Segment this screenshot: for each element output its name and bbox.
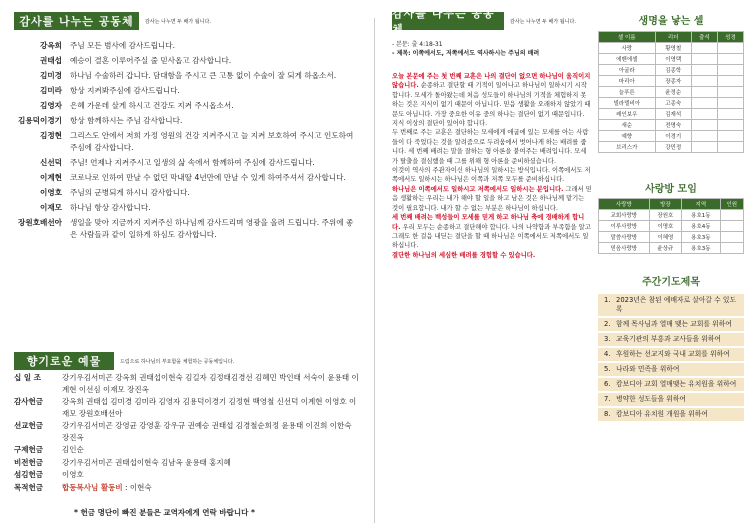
table-cell: 이경기	[655, 131, 691, 142]
thanks-name: 권태섭	[39, 56, 62, 65]
thanks-text: 코로나로 인하여 만날 수 없던 막내딸 4년만에 만날 수 있게 하여주셔서 감사합니다.	[70, 173, 346, 182]
table-header-cell: 리더	[655, 32, 691, 43]
prayer-text: 교육기관의 부흥과 교사들을 위하여	[616, 335, 721, 343]
thanks-row	[14, 100, 359, 112]
table-cell	[691, 43, 717, 54]
thanks-name: 김영자	[39, 101, 62, 110]
thanks-text: 항상 지켜봐주심에 감사드립니다.	[70, 86, 180, 95]
table-header-cell: 셀 이름	[599, 32, 656, 43]
prayer-number: 1.	[604, 296, 611, 304]
thanks-row	[14, 172, 359, 184]
thanks-text: 생일을 맞아 지금까지 지켜주신 하나님께 감사드리며 영광을 올려 드립니다. 주위에 좋은 사람들과 같이 일하게 하심도 감사합니다.	[70, 218, 354, 239]
table-cell: 용호3동	[682, 243, 720, 254]
table-cell	[720, 243, 743, 254]
offering-header-note: 드림으로 하나님의 부요함을 체험하는 공동체입니다.	[120, 359, 235, 365]
sermon-highlight: 세 번째 배려는 백성들이 모세를 믿게 하고 하나님 축에 경배하게 합니다.	[392, 214, 585, 231]
table-row	[599, 120, 744, 131]
table-cell	[717, 131, 743, 142]
table-row	[599, 109, 744, 120]
table-row	[599, 210, 744, 221]
prayer-text: 2023년은 참된 예배자로 살아갈 수 있도록	[616, 296, 737, 313]
thanks-name: 강옥희	[39, 41, 62, 50]
thanks-row	[14, 115, 359, 127]
thanks-text: 그리스도 안에서 저희 가정 영원의 건강 지켜주시고 늘 지켜 보호하여 주시고 인도하여 주심에 감사합니다.	[70, 131, 354, 152]
table-cell: 이명호	[649, 221, 681, 232]
offering-row	[14, 396, 359, 419]
thanks-name: 이계현	[39, 173, 62, 182]
sermon-body	[392, 40, 592, 260]
prayer-item	[598, 408, 744, 421]
thanks-text: 주님! 언제나 지켜주시고 일생의 삶 속에서 함께하여 주심에 감사드립니다.	[70, 158, 315, 167]
offering-label: 섬김헌금	[14, 470, 43, 479]
prayer-text: 병약한 성도들을 위하여	[616, 395, 686, 403]
offering-purpose: 합동목사님 활동비	[62, 482, 123, 492]
table-row	[599, 43, 744, 54]
sermon-highlight: 결단한 하나님의 세심한 배려를 경험할 수 있습니다.	[392, 251, 536, 259]
offering-names: 강기우김서미곤 권태섭이현숙 김남옥 윤용태 홍지혜	[62, 457, 231, 467]
table-header-row	[599, 32, 744, 43]
table-cell: 용호1동	[682, 210, 720, 221]
thanks-header: 감사를 나누는 공동체	[14, 12, 139, 30]
sermon-text: 두 번째로 주는 교훈은 결단하는 모세에게 애굽에 있는 모세를 아는 사람들이 다 죽었다는 것을 알려줌으로 두려움에서 벗어나게 하는 배려를 줍니다. 세 번째 배려는 말을 잘하는 형 아론을 붙여주는 배려입니다. 모세가 탈출을 결심했을 때 그를 위해 형 아론을 준비하셨습니다.	[392, 129, 589, 165]
thanks-text: 항상 함께하시는 주님 감사합니다.	[70, 116, 183, 125]
table-cell: 장종자	[655, 76, 691, 87]
sermon-text: 그래서 믿음 생활하는 우리는 내가 해야 할 일을 하고 남은 것은 하나님께 맡기는 것이 필요합니다. 내가 할 수 없는 부분은 하나님이 하십니다.	[392, 185, 592, 212]
thanks-name: 김정현	[39, 131, 62, 140]
prayer-number: 7.	[604, 395, 611, 403]
table-cell	[720, 232, 743, 243]
table-cell: 말씀사랑방	[599, 232, 650, 243]
table-cell: 브리스가	[599, 142, 656, 153]
thanks-row	[14, 85, 359, 97]
table-cell: 예향	[599, 131, 656, 142]
table-cell	[717, 76, 743, 87]
table-cell: 고종숙	[655, 98, 691, 109]
offering-row	[14, 469, 359, 481]
prayer-item	[598, 318, 744, 331]
offering-label: 구제헌금	[14, 445, 43, 454]
offering-footer: * 헌금 명단이 빠진 분들은 교역자에게 연락 바랍니다 *	[74, 508, 255, 517]
sermon-text: 순종하고 결단할 때 기적이 일어나고 하나님이 일하시기 시작합니다. 모세가 돌아왔는데 처음 성도들이 하나님의 기적을 체험하지 못하는 것은 지식이 없기 때문이 아닙니다. 믿음 생활을 오래하지 않았기 때문도 아닙니다. 가장 중요한 이유 중의 하나는 결단이 없기 때문입니다. 지식 이상의 결단이 있어야 합니다.	[392, 82, 591, 128]
cells-table	[598, 31, 744, 153]
thanks-header-note: 감사는 나누면 두 배가 됩니다.	[145, 19, 211, 25]
prayer-number: 3.	[604, 335, 611, 343]
prayer-item	[598, 348, 744, 361]
sermon-reference: - 본문: 출 4:18-31	[392, 41, 443, 48]
sermon-paragraph	[392, 72, 592, 128]
sermon-paragraph	[392, 128, 592, 166]
sermon-header-note: 감사는 나누면 두 배가 됩니다.	[510, 19, 576, 25]
offering-names: 이영호	[62, 470, 84, 479]
offering-label: 목적헌금	[14, 482, 43, 492]
table-cell	[717, 120, 743, 131]
thanks-name: 김미라	[39, 86, 62, 95]
thanks-text: 주님의 군병되게 하시니 감사합니다.	[70, 188, 190, 197]
table-row	[599, 221, 744, 232]
table-cell	[691, 109, 717, 120]
table-row	[599, 76, 744, 87]
prayer-text: 캄보디아 유치원 개원을 위하여	[616, 410, 708, 418]
table-cell: 이영택	[655, 54, 691, 65]
table-cell: 장원호	[649, 210, 681, 221]
thanks-name: 김미경	[39, 71, 62, 80]
table-header-cell: 성경	[717, 32, 743, 43]
thanks-row	[14, 70, 359, 82]
sermon-paragraph	[392, 213, 592, 251]
table-cell: 용호3동	[682, 232, 720, 243]
table-cell: 김종학	[655, 65, 691, 76]
table-cell	[691, 54, 717, 65]
offering-names	[62, 482, 359, 494]
thanks-row	[14, 40, 359, 52]
prayer-title: 주간기도제목	[642, 277, 700, 288]
thanks-text: 주님 모든 범사에 감사드립니다.	[70, 41, 176, 50]
sermon-paragraph	[392, 251, 592, 260]
thanks-row	[14, 187, 359, 199]
sermon-highlight: 하나님은 이쪽에서도 일하시고 저쪽에서도 일하시는 분입니다.	[392, 185, 564, 193]
offering-label: 선교헌금	[14, 421, 43, 430]
thanks-row	[14, 55, 359, 67]
table-cell	[691, 98, 717, 109]
table-row	[599, 131, 744, 142]
sermon-paragraph	[392, 166, 592, 185]
thanks-name: 장원호배선아	[17, 218, 62, 227]
table-cell	[691, 65, 717, 76]
table-cell	[717, 109, 743, 120]
prayer-text: 함께 목사님과 열매 맺는 교회를 위하여	[616, 320, 732, 328]
table-row	[599, 65, 744, 76]
offering-names: 강기우김서미곤 강옥희 권태섭이현숙 김길자 김정태김경선 김혜민 박인태 서숙이 윤용태 이계현 이선심 이재모 장진옥	[62, 373, 359, 394]
rooms-title: 사랑방 모임	[645, 184, 697, 195]
table-cell: 교회사랑방	[599, 210, 650, 221]
offering-label: 십 일 조	[14, 373, 41, 382]
table-cell: 에벤에셀	[599, 54, 656, 65]
table-cell: 아굴라	[599, 65, 656, 76]
table-cell: 윤정순	[655, 87, 691, 98]
offering-row	[14, 457, 359, 469]
table-cell	[717, 65, 743, 76]
thanks-name: 이영호	[39, 188, 62, 197]
prayer-list	[598, 294, 744, 421]
prayer-number: 2.	[604, 320, 611, 328]
table-cell	[691, 131, 717, 142]
thanks-row	[14, 202, 359, 214]
table-cell	[717, 54, 743, 65]
thanks-text: 하나님 수술하러 갑니다. 담대함을 주시고 큰 고통 없이 수술이 잘 되게 하옵소서.	[70, 71, 337, 80]
prayer-item	[598, 294, 744, 316]
table-cell	[691, 142, 717, 153]
table-cell: 김재석	[655, 109, 691, 120]
offering-header: 향기로운 예물	[14, 352, 114, 370]
table-cell: 사랑	[599, 43, 656, 54]
table-cell	[717, 43, 743, 54]
table-cell: 황영철	[655, 43, 691, 54]
table-cell: 마리아	[599, 76, 656, 87]
table-row	[599, 142, 744, 153]
table-cell	[691, 120, 717, 131]
table-cell: 이루사랑방	[599, 221, 650, 232]
sermon-paragraph	[392, 185, 592, 213]
sermon-title: - 제목: 이쪽에서도, 저쪽에서도 역사하시는 주님의 배려	[392, 50, 540, 57]
offering-row	[14, 372, 359, 395]
table-cell: 강민정	[655, 142, 691, 153]
table-cell: 이혜영	[649, 232, 681, 243]
prayer-number: 4.	[604, 350, 611, 358]
prayer-text: 캄보디아 교회 열매맺는 유치원을 위하여	[616, 380, 737, 388]
thanks-text: 하나님 항상 감사합니다.	[70, 203, 151, 212]
table-header-row	[599, 199, 744, 210]
offering-list	[14, 372, 359, 494]
sermon-text: 이것이 역사의 주관자이신 하나님의 일하시는 방식입니다. 이쪽에서도 저쪽에서도 일하시는 하나님은 이쪽과 저쪽 모두를 준비하십니다.	[392, 167, 591, 184]
prayer-item	[598, 333, 744, 346]
table-cell: 전명숙	[655, 120, 691, 131]
offering-row	[14, 444, 359, 456]
thanks-list	[14, 40, 359, 244]
table-cell	[720, 210, 743, 221]
offering-names: 강옥희 권태섭 김미경 김미라 김영자 김용덕이경기 김정현 백영철 신선덕 이계현 이영호 이재모 장원호배선아	[62, 397, 357, 418]
table-cell: 빌라델비아	[599, 98, 656, 109]
offering-names: 강기우김서미곤 강영균 강영훈 강우규 권예승 권태섭 김경철순희정 윤용태 이진희 이한숙 장진옥	[62, 421, 352, 442]
thanks-row	[14, 130, 359, 154]
table-row	[599, 54, 744, 65]
thanks-row	[14, 217, 359, 241]
table-cell: 레인보우	[599, 109, 656, 120]
table-cell: 믿음사랑방	[599, 243, 650, 254]
table-row	[599, 232, 744, 243]
cells-title: 생명을 낳는 셀	[638, 16, 704, 27]
table-cell: 윤상규	[649, 243, 681, 254]
table-cell	[717, 98, 743, 109]
prayer-item	[598, 378, 744, 391]
prayer-number: 8.	[604, 410, 611, 418]
prayer-item	[598, 393, 744, 406]
sermon-text: 우리 모두는 순종하고 결단해야 합니다. 나의 나약함과 부족함을 알고 그래도 한 걸음 내딛는 결단을 할 때 하나님은 이쪽에서도 저쪽에서도 일하십니다.	[392, 223, 591, 250]
column-divider	[374, 18, 375, 523]
thanks-row	[14, 157, 359, 169]
prayer-text: 나라와 민족을 위하여	[616, 365, 680, 373]
table-header-cell: 사랑방	[599, 199, 650, 210]
table-row	[599, 98, 744, 109]
table-header-cell: 출석	[691, 32, 717, 43]
thanks-text: 예승이 결혼 이루어주실 줄 믿사옵고 감사합니다.	[70, 56, 232, 65]
prayer-item	[598, 363, 744, 376]
thanks-name: 신선덕	[39, 158, 62, 167]
table-row	[599, 243, 744, 254]
table-header-cell: 방장	[649, 199, 681, 210]
offering-label: 비전헌금	[14, 457, 43, 467]
table-cell: 늘푸른	[599, 87, 656, 98]
thanks-name: 김용덕이경기	[17, 116, 62, 125]
table-cell	[720, 221, 743, 232]
table-cell	[717, 142, 743, 153]
thanks-name: 이재모	[39, 203, 62, 212]
table-cell: 용호4동	[682, 221, 720, 232]
offering-purpose-names: : 이현숙	[122, 482, 152, 492]
table-row	[599, 87, 744, 98]
thanks-text: 은혜 가운데 살게 하시고 건강도 지켜 주시옵소서.	[70, 101, 234, 110]
table-cell	[691, 87, 717, 98]
sermon-header: 감사를 나누는 공동체	[392, 12, 504, 30]
offering-label: 감사헌금	[14, 397, 43, 406]
offering-names: 김인순	[62, 445, 84, 454]
prayer-number: 5.	[604, 365, 611, 373]
prayer-text: 후원하는 선교지와 국내 교회를 위하여	[616, 350, 730, 358]
prayer-number: 6.	[604, 380, 611, 388]
table-cell	[717, 87, 743, 98]
table-cell	[691, 76, 717, 87]
table-cell: 새순	[599, 120, 656, 131]
rooms-table	[598, 198, 744, 254]
offering-row	[14, 420, 359, 443]
table-header-cell: 지역	[682, 199, 720, 210]
table-header-cell: 인원	[720, 199, 743, 210]
offering-row	[14, 482, 359, 494]
sermon-highlight: 오늘 본문에 주는 첫 번째 교훈은 나의 결단이 없으면 하나님이 움직이지 않습니다.	[392, 73, 591, 90]
